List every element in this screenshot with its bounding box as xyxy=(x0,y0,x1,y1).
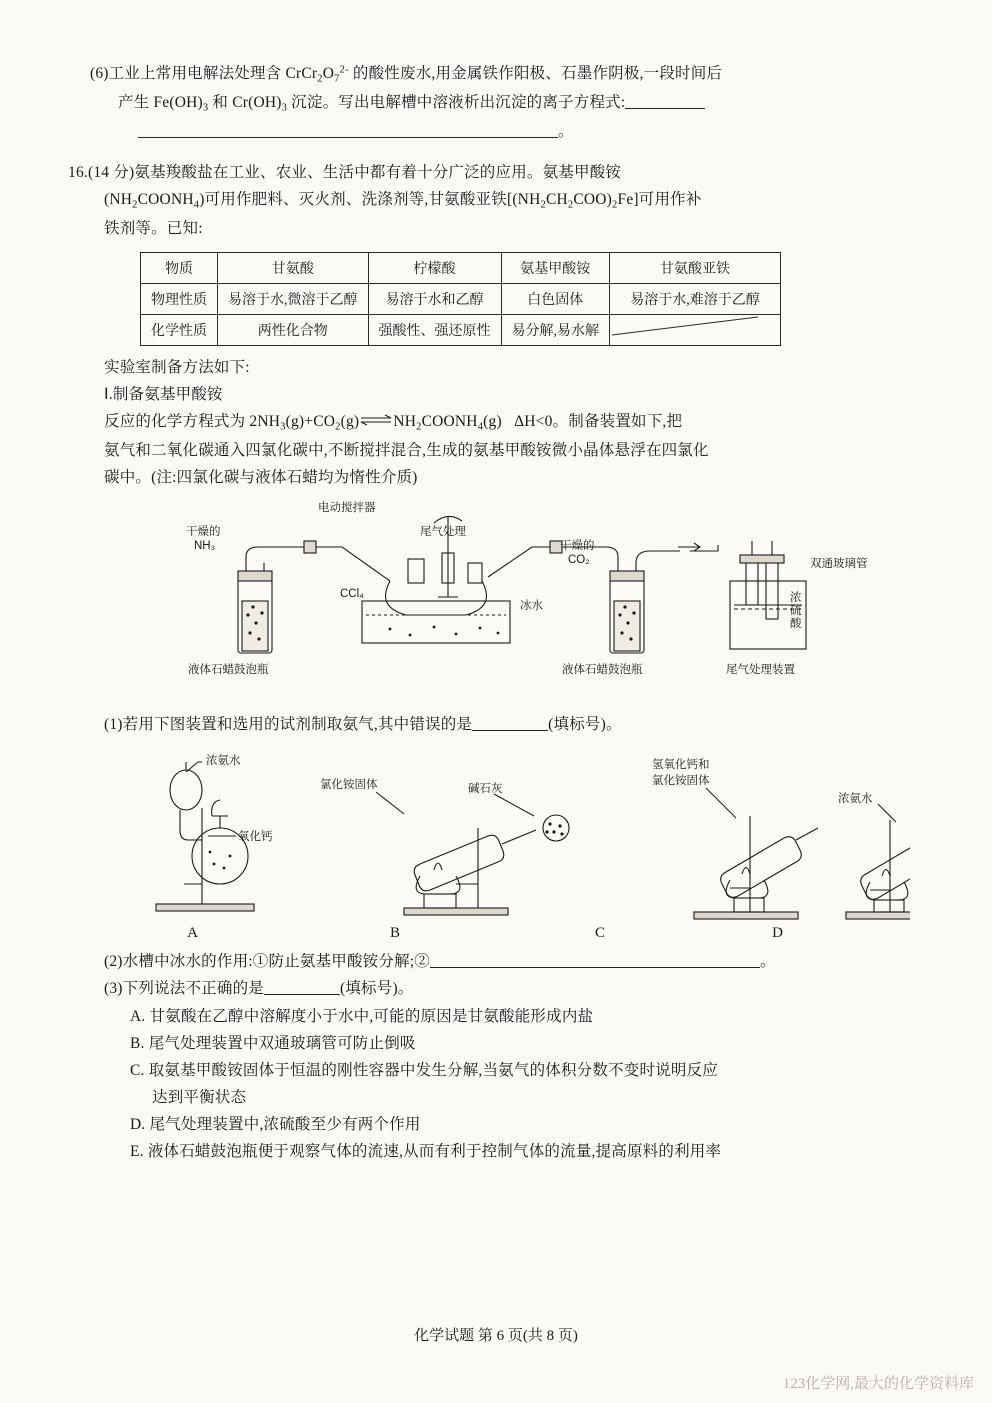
sub2d: 2 xyxy=(612,199,618,211)
td-chemical-glycine: 两性化合物 xyxy=(218,314,369,345)
eq-dh: ΔH<0。制备装置如下,把 xyxy=(514,413,683,431)
equation-line xyxy=(104,408,910,437)
q6-prefix: (6)工业上常用电解法处理含 Cr xyxy=(90,65,302,82)
watermark: 123化学网,最大的化学资料库 xyxy=(782,1376,974,1392)
feoh3-a: 产生 Fe(OH) xyxy=(118,93,203,111)
page-footer xyxy=(0,1324,992,1345)
option-B: B. 尾气处理装置中双通玻璃管可防止倒吸 xyxy=(130,1034,416,1052)
sub2c: 2 xyxy=(567,199,574,211)
q6-period: 。 xyxy=(558,122,574,140)
q6-answer-blank-1[interactable] xyxy=(625,92,705,109)
label-dry-nh3-1: 干燥的 xyxy=(186,526,221,539)
label-h2so4-1: 浓 xyxy=(790,592,802,605)
label-tail-device: 尾气处理装置 xyxy=(726,664,795,677)
td-physical-glycine: 易溶于水,微溶于乙醇 xyxy=(218,283,369,314)
footer-page-number: 第 6 页(共 8 页) xyxy=(477,1328,578,1344)
label-tail-gas: 尾气处理 xyxy=(420,526,466,539)
q6-line-1 xyxy=(90,60,910,89)
q2-text-b: 。 xyxy=(760,953,776,971)
option-D: D. 尾气处理装置中,浓硫酸至少有两个作用 xyxy=(130,1116,421,1133)
label-dry-co2-1: 干燥的 xyxy=(560,540,595,553)
table-row xyxy=(141,314,781,345)
charge: 2- xyxy=(339,64,349,76)
part-1-title: Ⅰ.制备氨基甲酸铵 xyxy=(104,385,223,403)
q6-answer-blank-2[interactable] xyxy=(138,121,558,138)
eq-sub-2: 2 xyxy=(335,421,341,433)
td-chemical-citric: 强酸性、强还原性 xyxy=(368,314,501,345)
q16-stem-2c: )可用作肥料、灭火剂、洗涤剂等,甘氨酸亚铁[(NH xyxy=(199,190,541,208)
q3-text-b: (填标号)。 xyxy=(339,980,414,998)
label-caoh2-1: 氢氧化钙和 xyxy=(652,759,710,772)
th-substance: 物质 xyxy=(141,252,218,283)
option-E: E. 液体石蜡鼓泡瓶便于观察气体的流速,从而有利于控制气体的流量,提高原料的利用率 xyxy=(130,1143,722,1161)
apparatus-diagram xyxy=(90,497,910,707)
td-physical-citric: 易溶于水和乙醇 xyxy=(368,283,501,314)
q16-line-1 xyxy=(68,159,910,186)
q16-line-2 xyxy=(104,186,910,215)
q3-answer-blank[interactable] xyxy=(264,979,340,996)
label-h2so4-2: 硫 xyxy=(790,605,802,618)
device-label-D: D xyxy=(772,925,783,942)
q3-text-a: (3)下列说法不正确的是 xyxy=(104,980,264,998)
q1-text-a: (1)若用下图装置和选用的试剂制取氨气,其中错误的是 xyxy=(104,716,473,734)
eq-2: (g) xyxy=(340,413,360,431)
o-sub: 7 xyxy=(334,73,340,85)
equation-line-2: 氨气和二氧化碳通入四氯化碳中,不断搅拌混合,生成的氨基甲酸铵微小晶体悬浮在四氯化 xyxy=(104,441,709,459)
q16-score: (14 分) xyxy=(87,163,135,181)
eq-3: NH xyxy=(393,413,417,431)
td-physical-carbamate: 白色固体 xyxy=(501,283,610,314)
croh3-a: 和 Cr(OH) xyxy=(208,93,282,111)
q16-sub-3 xyxy=(104,975,910,1002)
prep-intro: 实验室制备方法如下: xyxy=(104,358,250,376)
q6-tail: 沉淀。写出电解槽中溶液析出沉淀的离子方程式: xyxy=(287,93,626,111)
label-dry-nh3-2: NH₃ xyxy=(194,540,216,553)
label-cao: 氧化钙 xyxy=(238,831,273,844)
option-C: C. 取氨基甲酸铵固体于恒温的刚性容器中发生分解,当氨气的体积分数不变时说明反应 xyxy=(130,1061,718,1079)
q6-mid: 的酸性废水,用金属铁作阳极、石墨作阴极,一段时间后 xyxy=(348,65,723,82)
q6-line-2 xyxy=(118,89,910,118)
eq-sub-2b: 2 xyxy=(416,421,422,433)
td-chemical-carbamate: 易分解,易水解 xyxy=(501,314,610,345)
q1-answer-blank[interactable] xyxy=(472,715,548,732)
label-ice-water: 冰水 xyxy=(520,600,543,613)
q16-sub-1 xyxy=(104,711,910,738)
label-conc-ammonia-d: 浓氨水 xyxy=(838,793,873,806)
label-caoh2-2: 氯化铵固体 xyxy=(652,775,710,788)
coonh4: COONH xyxy=(137,190,194,208)
q16-number: 16. xyxy=(68,163,88,181)
eq-pre: 反应的化学方程式为 2NH xyxy=(104,413,281,431)
td-chemical-ferrous-empty xyxy=(610,314,781,345)
eq-5: (g) xyxy=(483,413,502,431)
q1-text-b: (填标号)。 xyxy=(548,716,622,734)
eq-sub-4: 4 xyxy=(477,421,484,433)
question-16 xyxy=(68,159,910,491)
td-chemical-label: 化学性质 xyxy=(141,314,218,345)
q16-stem-1: 氨基羧酸盐在工业、农业、生活中都有着十分广泛的应用。氨基甲酸铵 xyxy=(134,163,622,181)
table-row xyxy=(141,283,781,314)
nh2-a: (NH xyxy=(104,190,133,208)
label-bubbler-right: 液体石蜡鼓泡瓶 xyxy=(562,664,643,677)
option-C-cont: 达到平衡状态 xyxy=(152,1088,247,1106)
th-citric: 柠檬酸 xyxy=(368,252,501,283)
td-physical-label: 物理性质 xyxy=(141,283,218,314)
coo: COO) xyxy=(573,190,613,208)
th-ferrous-glycinate: 甘氨酸亚铁 xyxy=(610,252,781,283)
page-content xyxy=(68,60,910,1165)
device-label-A: A xyxy=(187,925,198,942)
cr2o7-formula: $Cr_2O_7^{2-}$ xyxy=(301,64,349,85)
cr-sub: 2 xyxy=(317,73,323,85)
q2-text-a: (2)水槽中冰水的作用:①防止氨基甲酸铵分解;② xyxy=(104,953,430,971)
footer-subject: 化学试题 xyxy=(414,1328,475,1344)
label-nh4cl: 氯化铵固体 xyxy=(320,779,378,792)
diagonal-strike-icon xyxy=(610,315,760,337)
question-6 xyxy=(90,60,910,145)
q2-answer-blank[interactable] xyxy=(430,952,760,969)
th-ammonium-carbamate: 氨基甲酸铵 xyxy=(501,252,610,283)
croh3-sub: 3 xyxy=(281,102,288,114)
eq-1: (g)+CO xyxy=(285,413,336,431)
q16-line-3 xyxy=(104,215,910,242)
label-stirrer: 电动搅拌器 xyxy=(318,502,376,515)
label-double-tube: 双通玻璃管 xyxy=(810,558,868,571)
fe-tail: Fe]可用作补 xyxy=(617,190,702,208)
device-label-C: C xyxy=(594,925,605,942)
sub2a: 2 xyxy=(132,199,138,211)
devices-diagram xyxy=(90,744,910,929)
feoh3-sub: 3 xyxy=(202,102,209,114)
equilibrium-arrows xyxy=(359,414,393,426)
th-glycine: 甘氨酸 xyxy=(218,252,369,283)
figure-2-devices xyxy=(90,744,910,942)
td-physical-ferrous: 易溶于水,难溶于乙醇 xyxy=(610,283,781,314)
label-conc-ammonia-a: 浓氨水 xyxy=(206,755,241,768)
reversible-arrow-icon xyxy=(359,414,393,426)
label-dry-co2-2: CO₂ xyxy=(568,554,590,567)
q6-line-3 xyxy=(138,118,910,145)
option-A: A. 甘氨酸在乙醇中溶解度小于水中,可能的原因是甘氨酸能形成内盐 xyxy=(130,1007,594,1025)
q16-sub-2 xyxy=(104,948,910,975)
label-soda-lime: 碱石灰 xyxy=(468,783,503,796)
sub4: 4 xyxy=(193,199,200,211)
device-label-B: B xyxy=(389,925,400,942)
eq-sub-3: 3 xyxy=(280,421,286,433)
ch2: CH xyxy=(545,190,568,208)
label-ccl4: CCl₄ xyxy=(340,588,364,601)
figure-1-apparatus xyxy=(90,497,910,707)
properties-table xyxy=(140,252,781,346)
q16-stem-3: 铁剂等。已知: xyxy=(104,219,203,237)
table-header-row xyxy=(141,252,781,283)
label-h2so4-3: 酸 xyxy=(790,618,802,631)
equation-line-3: 碳中。(注:四氯化碳与液体石蜡均为惰性介质) xyxy=(104,469,418,486)
eq-4: COONH xyxy=(421,413,478,431)
label-bubbler-left: 液体石蜡鼓泡瓶 xyxy=(188,664,269,677)
sub2b: 2 xyxy=(540,199,546,211)
o-symbol: O xyxy=(322,65,335,82)
